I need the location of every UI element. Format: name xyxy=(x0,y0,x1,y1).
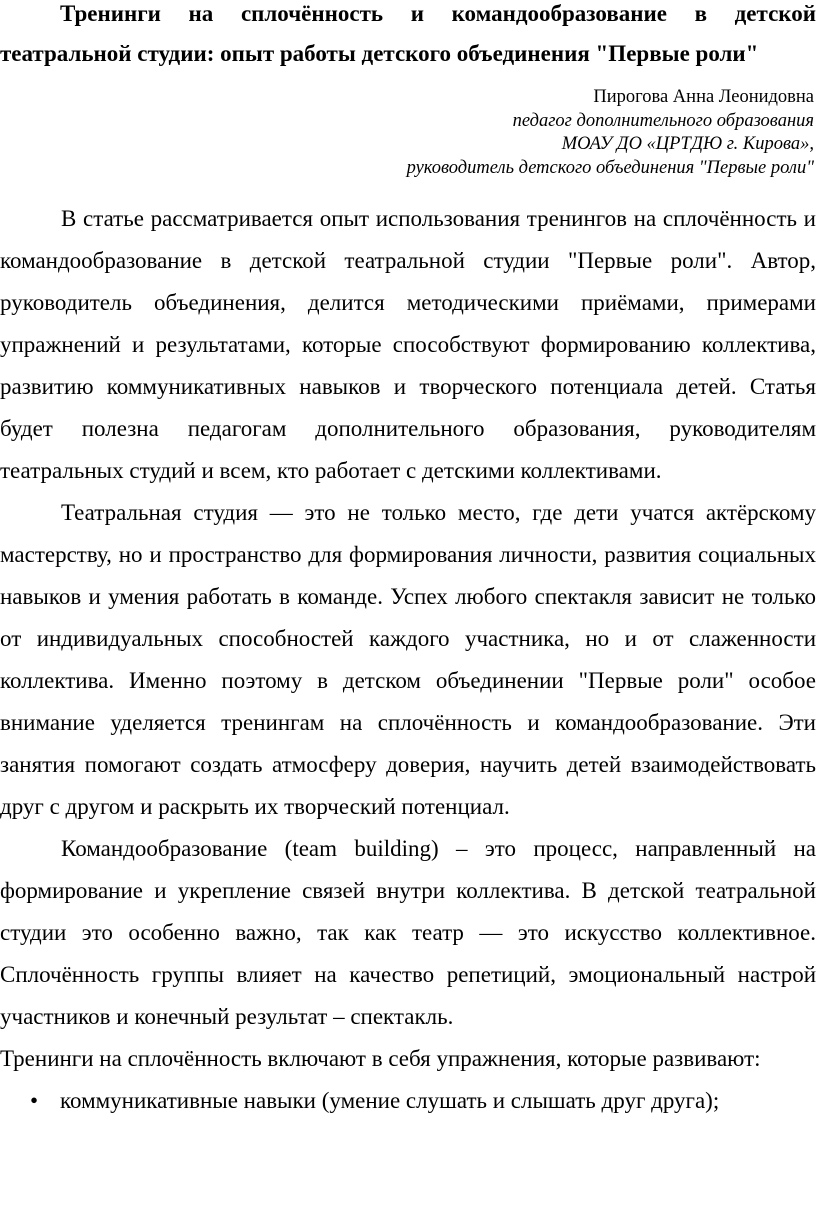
article-title-line-1: Тренинги на сплочённость и командообразование в детской xyxy=(60,1,816,26)
bullet-icon: • xyxy=(30,1088,39,1113)
article-body xyxy=(0,198,816,1122)
teambuilding-paragraph: Командообразование (team building) – это процесс, направленный на формирование и укрепление связей внутри коллектива. В детской театральной студии это особенно важно, так как театр — это искусство коллективное. Сплочённость группы влияет на качество репетиций, эмоциональный настрой участников и конечный результат – спектакль. xyxy=(0,836,816,1029)
list-item xyxy=(0,1080,816,1122)
author-position: педагог дополнительного образования xyxy=(512,110,814,131)
author-role: руководитель детского объединения "Первые роли" xyxy=(406,157,814,178)
author-organization: МОАУ ДО «ЦРТДЮ г. Кирова», xyxy=(561,134,814,154)
article-title-line-2: театральной студии: опыт работы детского объединения "Первые роли" xyxy=(0,41,759,66)
author-block xyxy=(407,86,814,180)
abstract-paragraph: В статье рассматривается опыт использования тренингов на сплочённость и командообразование в детской театральной студии "Первые роли". Автор, руководитель объединения, делится методическими приёмами, примерами упражнений и результатами, которые способствуют формированию коллектива, развитию коммуникативных навыков и творческого потенциала детей. Статья будет полезна педагогам дополнительного образования, руководителям театральных студий и всем, кто работает с детскими коллективами. xyxy=(0,206,816,483)
list-item-text: коммуникативные навыки (умение слушать и слышать друг друга); xyxy=(60,1088,720,1113)
author-name: Пирогова Анна Леонидовна xyxy=(593,87,814,107)
list-intro: Тренинги на сплочённость включают в себя упражнения, которые развивают: xyxy=(0,1046,761,1071)
intro-paragraph: Театральная студия — это не только место, где дети учатся актёрскому мастерству, но и пространство для формирования личности, развития социальных навыков и умения работать в команде. Успех любого спектакля зависит не только от индивидуальных способностей каждого участника, но и от слаженности коллектива. Именно поэтому в детском объединении "Первые роли" особое внимание уделяется тренингам на сплочённость и командообразование. Эти занятия помогают создать атмосферу доверия, научить детей взаимодействовать друг с другом и раскрыть их творческий потенциал. xyxy=(0,500,816,819)
skills-list xyxy=(0,1080,816,1122)
